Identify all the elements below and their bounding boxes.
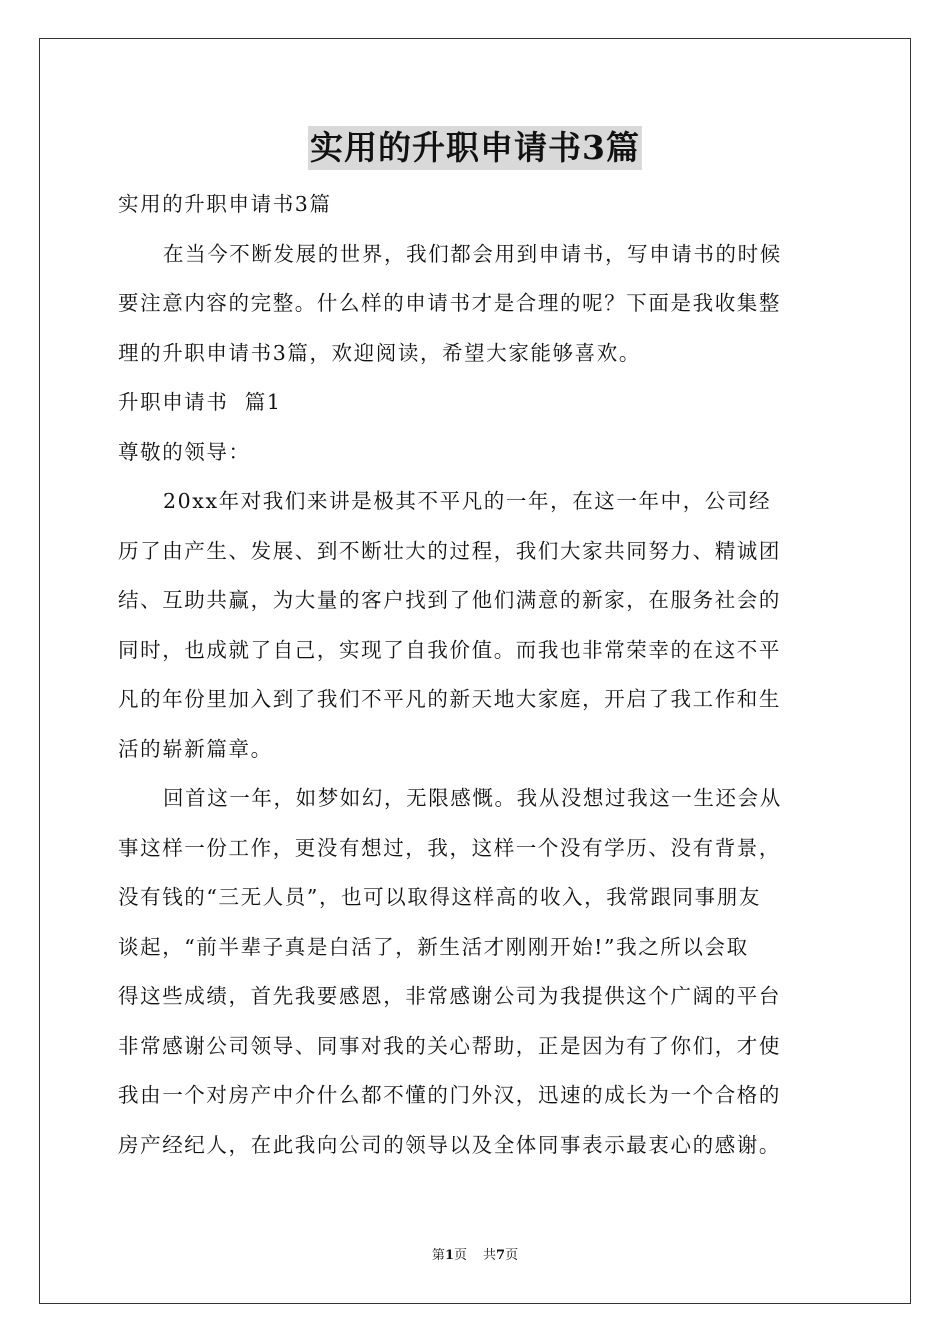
page-footer: [0, 1246, 950, 1266]
paragraph-line: 历了由产生、发展、到不断壮大的过程，我们大家共同努力、精诚团: [118, 538, 781, 563]
salutation: 尊敬的领导：: [118, 439, 251, 464]
page-unit: 页: [453, 1248, 467, 1263]
paragraph-line: 得这些成绩，首先我要感恩，非常感谢公司为我提供这个广阔的平台: [118, 984, 781, 1008]
paragraph-line: 非常感谢公司领导、同事对我的关心帮助，正是因为有了你们，才使: [118, 1033, 781, 1058]
total-prefix: 共: [483, 1248, 497, 1263]
page-current: 1: [444, 1248, 454, 1263]
paragraph-line: 同时，也成就了自己，实现了自我价值。而我也非常荣幸的在这不平: [118, 637, 781, 662]
paragraph-line: 我由一个对房产中介什么都不懂的门外汉，迅速的成长为一个合格的: [118, 1083, 781, 1107]
title-container: [0, 126, 950, 170]
paragraph-line: 活的崭新篇章。: [118, 736, 273, 761]
page-prefix: 第: [431, 1248, 445, 1263]
total-unit: 页: [505, 1248, 519, 1263]
paragraph-line: 凡的年份里加入到了我们不平凡的新天地大家庭，开启了我工作和生: [118, 687, 781, 711]
document-title: 实用的升职申请书3篇: [308, 126, 642, 170]
paragraph-line: 在当今不断发展的世界，我们都会用到申请书，写申请书的时候: [163, 241, 782, 266]
paragraph-line: 房产经纪人，在此我向公司的领导以及全体同事表示最衷心的感谢。: [118, 1132, 781, 1157]
paragraph-line: 谈起，“前半辈子真是白活了，新生活才刚刚开始!”我之所以会取: [118, 934, 749, 959]
paragraph-line: 要注意内容的完整。什么样的申请书才是合理的呢？下面是我收集整: [118, 291, 781, 315]
paragraph-line: 没有钱的“三无人员”，也可以取得这样高的收入，我常跟同事朋友: [118, 885, 761, 909]
document-body: [118, 180, 834, 1170]
paragraph-line: 事这样一份工作，更没有想过，我，这样一个没有学历、没有背景，: [118, 835, 781, 860]
paragraph-line: 20xx年对我们来讲是极其不平凡的一年，在这一年中，公司经: [163, 489, 772, 513]
page-total: 7: [496, 1248, 506, 1263]
paragraph-line: 回首这一年，如梦如幻，无限感慨。我从没想过我这一生还会从: [163, 786, 782, 810]
subtitle-line: 实用的升职申请书3篇: [118, 192, 332, 216]
section-heading: 升职申请书 篇1: [118, 390, 282, 414]
paragraph-line: 理的升职申请书3篇，欢迎阅读，希望大家能够喜欢。: [118, 340, 641, 365]
paragraph-line: 结、互助共赢，为大量的客户找到了他们满意的新家，在服务社会的: [118, 588, 781, 612]
